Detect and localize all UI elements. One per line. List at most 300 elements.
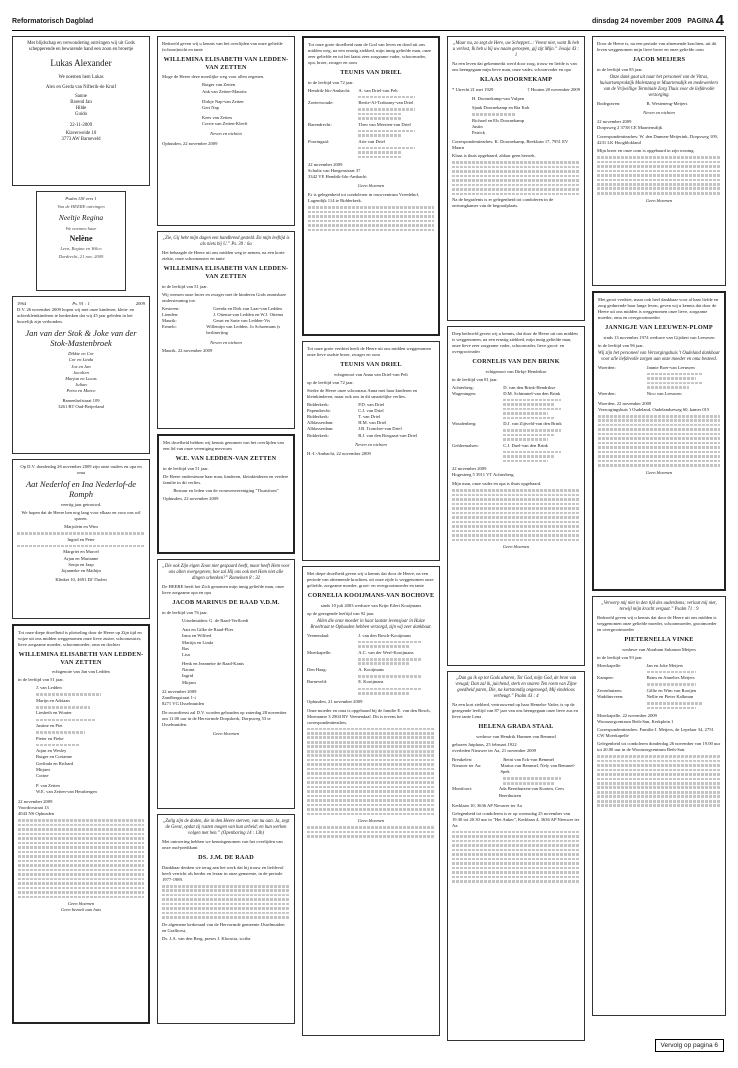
family-member: J. van den Bosch-Kooijmans: [358, 632, 412, 638]
text-line: [598, 433, 720, 436]
anniversary-text: D.V. 26 november 2009 hopen wij met onze kinderen, klein- en achterkleinkinderen te herdenken dat wij 45 jaar geleden in het huwelijk zijn verbonden.: [17, 306, 134, 324]
family-member: Marius van Bemmel, Nely van Bemmel-Spek: [500, 763, 576, 775]
obituary-closing: Neven en nichten: [210, 130, 242, 136]
text-line: [597, 773, 721, 776]
family-member: Jojanneke en Mathijn: [61, 567, 101, 573]
obituary-date: 22 november 2009: [162, 688, 197, 694]
place-label: Wageningen:: [452, 390, 477, 396]
family-member: Geurt en Sarie van Ledden-Vis: [213, 317, 271, 323]
text-line: [597, 760, 721, 763]
obituary-quote: „Verwerp mij niet in den tijd des ouderdoms; verlaat mij niet, terwijl mijn kracht vergaat.” Psalm 71 : 9: [601, 601, 717, 613]
family-member: Dirkje Nap-van Zetten: [202, 98, 244, 104]
text-line: [358, 134, 402, 137]
family-member: P. van Zetten: [36, 783, 60, 789]
correspondence-address: Correspondentieadres: W. den Dunnen-Meijerink, Dorpsweg 109, 4231 LK Hoogblokland: [597, 134, 718, 146]
text-line: [307, 741, 435, 744]
text-line: [18, 833, 144, 836]
family-member: A. van Driel-van Pelt: [358, 87, 398, 93]
deceased-name: CORNELIA KOOIJMANS-VAN BOCHOVE: [307, 591, 435, 599]
family-member: Nico van Leeuwen: [646, 390, 682, 396]
text-line: [18, 819, 144, 822]
obituary-staal: [447, 671, 585, 1041]
continued-on-page-link[interactable]: Vervolg op pagina 6: [655, 1039, 724, 1052]
obituary-quote: „Maar nu, zo zegt de Here, uw Schepper...: Vreest niet, want Ik heb u verlost, Ik heb u bij uw naam geroepen, gij zijt Mijn.” Jesaja 43 : 1: [452, 41, 580, 59]
family-member: H.M. van Driel: [358, 420, 387, 426]
text-line: [18, 828, 144, 831]
text-line: [452, 858, 580, 861]
place-label: Maurik:: [162, 317, 177, 323]
anniversary2-couple: Aat Nederlof en Ina Nederlof-de Romph: [25, 478, 136, 500]
deceased-name: TEUNIS VAN DRIEL: [340, 360, 402, 368]
text-line: [503, 455, 554, 458]
text-line: [307, 804, 435, 807]
obituary-date: 22 november 2009: [308, 162, 343, 168]
family-member: Gerlinda en Richard: [36, 760, 74, 766]
family-member: Justin: [472, 123, 483, 129]
family-member: Marijn en Adriaan: [36, 697, 70, 703]
obituary-address: Dorpsweg 2 3738 CE Maartensdijk: [597, 125, 663, 131]
text-line: [18, 887, 144, 890]
text-line: [307, 777, 435, 780]
place-label: Moerkapelle:: [307, 649, 332, 655]
obituary-closing: Na de begrafenis is er gelegenheid tot condoleren in de ontvangkamer van de begraafplaats.: [452, 197, 554, 209]
obituary-de-raad: [157, 559, 295, 809]
place-label: Achterberg:: [452, 384, 474, 390]
text-line: [307, 759, 435, 762]
text-line: [17, 545, 145, 548]
text-line: [598, 446, 720, 449]
text-line: [452, 521, 580, 524]
page-date: dinsdag 24 november 2009 PAGINA: [591, 18, 714, 25]
place-label: Zevenhuizen:: [597, 687, 622, 693]
family-member: Ingrid en Peter: [67, 536, 95, 542]
text-line: [647, 373, 702, 376]
family-member: Uitselmuiden: G. de Raad-Verfloedt: [182, 617, 249, 623]
deceased-age: in de leeftijd van 51 jaar.: [18, 677, 64, 683]
text-line: [597, 769, 721, 772]
obituary-signers: Ds. J.A. van den Berg, preses J. Kloostra, scriba: [162, 935, 251, 941]
text-line: [452, 849, 580, 852]
family-member: Corine: [36, 772, 49, 778]
deceased-age: in de leeftijd van 51 jaar.: [162, 283, 208, 289]
year-left: 1964: [17, 301, 27, 306]
text-line: [597, 755, 721, 758]
obituary-family: [162, 306, 290, 337]
obituary-sisters: [157, 231, 295, 429]
deceased-age: op de gezegende leeftijd van 92 jaar.: [307, 610, 375, 616]
text-line: [307, 728, 435, 731]
family-member: Naomi: [182, 667, 195, 673]
text-line: [308, 220, 434, 223]
deceased-name: DS. J.M. DE RAAD: [198, 854, 254, 862]
sibling: Barend Jan: [70, 99, 92, 105]
text-line: [647, 683, 697, 686]
text-line: [358, 688, 422, 691]
obituary-board: Bestuur en leden van de vrouwenvereniging "Thuisfront": [173, 487, 279, 493]
place-label: Barendrecht:: [308, 121, 332, 127]
obituary-family: [18, 685, 144, 795]
obituary-van-leeuwen: [592, 291, 726, 591]
deceased-name: JANNIGJE VAN LEEUWEN-PLOMP: [605, 323, 713, 331]
obituary-family: [162, 618, 290, 686]
page-header: [12, 12, 724, 31]
obituary-family: [452, 757, 580, 799]
place-label: Breukelen:: [452, 757, 473, 762]
text-line: [358, 645, 409, 648]
sibling: Sanne: [75, 93, 87, 99]
deceased-spouse: echtgenoot van Anna van Driel-van Pelt: [334, 371, 408, 377]
text-line: [452, 498, 580, 501]
family-member: Jannie Boer-van Leeuwen: [646, 364, 695, 370]
family-member: Dikkie en Cor: [68, 351, 94, 357]
obituary-intro: Met ontroering hebben we kennisgenomen van het overlijden van onze oud-predikant: [162, 839, 283, 851]
anniversary-couple: Jan van der Stok & Joke van der Stok-Mastenbroek: [25, 327, 137, 349]
correspondence-address: Correspondentieadres: Familie J. Meijers, de Lepelaar 34, 2751 CW Moerkapelle: [597, 727, 714, 739]
text-line: [598, 437, 720, 440]
text-line: [598, 415, 720, 418]
text-line: [18, 824, 144, 827]
place-label: Waddinxveen:: [597, 694, 624, 700]
death-date: † Houten 20 november 2009: [527, 87, 580, 93]
family-member: Justine en Piet: [36, 723, 63, 729]
text-line: [503, 460, 548, 463]
deceased-spouse: sinds 10 juli 2003 weduwe van Krijn Eilert Kooijmans: [320, 602, 422, 608]
deceased-name: HELENA GRADA STAAL: [478, 723, 554, 731]
family-member: Jan en Joke Meijers: [646, 662, 683, 668]
text-line: [452, 844, 580, 847]
obituary-text: Gelegenheid tot condoleren donderdag 26 november van 19.00 uur tot 20.00 uur in de Woonzorgcentrum Beth-San.: [597, 741, 721, 753]
family-member: Ank van Zetten-Mauritz: [202, 88, 247, 94]
obituary-text: Onze moeder en oma is opgebaard bij de familie E. van den Bosch, Moeraanse 3 2904 BV Veenendaal. Dit is tevens het correspondentieadres.: [307, 707, 431, 725]
obituary-intro: Tot onze grote verdriet heeft de Heere uit ons midden weggenomen onze lieve oudste broer, zwager en oom: [307, 346, 431, 357]
family-member: D. van den Brink-Hendrikse: [503, 384, 556, 390]
obituary-date: Woerden, 22 november 2009: [598, 400, 652, 406]
obituary-text: De Heere ondersteune haar man, kinderen, kleinkinderen en verdere familie in dit verlies.: [163, 473, 289, 485]
text-line: [18, 891, 144, 894]
text-line: [358, 658, 422, 661]
place-label: Moerkapelle:: [597, 662, 622, 668]
obituary-closing: Neven en nichten: [210, 339, 242, 345]
place-label: Den Haag:: [307, 666, 327, 672]
birth-announcement: [12, 36, 150, 186]
text-line: [18, 873, 144, 876]
text-line: [598, 464, 720, 467]
family-member: D.M. Schimmel-van den Brink: [503, 390, 561, 396]
family-member: B.J. van den Bosgaart-van Driel: [358, 432, 418, 438]
text-line: [598, 451, 720, 454]
family-member: Jacolien: [73, 369, 89, 375]
family-member: Willemijn van Ledden, Jo Schoemans (s berliner)ing: [206, 324, 281, 336]
family-member: Corrie van Zetten-Kleeft: [202, 121, 248, 127]
family-member: D.J. van Zijtveld-van den Brink: [503, 421, 562, 427]
text-line: [358, 117, 402, 120]
obituary-meijers: [592, 36, 726, 286]
obituary-doornekamp: [447, 36, 585, 321]
text-line: [598, 428, 720, 431]
obituary-date: Ophusden, 22 november 2009: [162, 140, 218, 146]
text-line: [162, 912, 290, 915]
text-line: [452, 831, 580, 834]
text-line: [452, 871, 580, 874]
text-line: [452, 867, 580, 870]
place-label: Bodegraven:: [597, 101, 621, 107]
text-line: [597, 156, 721, 159]
death-date: overleden Nieuwer ter Aa, 21 november 2009: [452, 748, 537, 754]
obituary-quote: Allen die onze moeder in haar laatste levensjaar in Huize Broeltraat te Ophusden hebben verzorgd, zijn wij zeer dankbaar.: [310, 618, 432, 630]
text-line: [36, 719, 95, 722]
obituary-address: Kerklaan 10, 3636 AP Nieuwer ter Aa: [452, 802, 522, 808]
obituary-quote: „Die ook Zijn eigen Zoon niet gespaard heeft, maar heeft Hem voor ons allen overgegeven, hoe zal Hij ons ook met Hem niet alle dingen schenken?” Romeinen 8 : 32: [162, 564, 290, 582]
obituary-text: Sterke de Heere onze schoonzus Anna met haar kinderen en kleinkinderen, maar ook ons in dit smartelijke verlies.: [307, 387, 418, 399]
anniversary-announcement: [12, 296, 150, 454]
text-line: [307, 826, 435, 829]
family-member: Margriet en Marcel: [63, 549, 99, 555]
text-line: [597, 795, 721, 798]
family-member: Rutger van Zetten: [202, 82, 236, 88]
psalm-ref: Ps. 91 : 1: [72, 301, 90, 306]
text-line: [18, 864, 144, 867]
text-line: [307, 772, 435, 775]
birth-date: 22-11-2009: [69, 122, 93, 128]
text-line: [307, 790, 435, 793]
text-line: [358, 108, 415, 111]
correspondence-address: Correspondentieadres: K. Doornekamp, Beekloan 17, 7951 EV Maarn: [452, 139, 569, 151]
obituary-closing-2: Geen bloemen: [645, 197, 673, 203]
obituary-city: 8271 VG IJsselmuiden: [162, 700, 205, 706]
text-line: [307, 808, 435, 811]
family-member: Kees van Zetten: [202, 115, 232, 121]
place-label: Woerden:: [598, 390, 616, 396]
family-member: Sonja en Jaap: [68, 561, 94, 567]
place-label: Ridderkerk:: [307, 401, 329, 407]
obituary-text: Er is gelegenheid tot condoleren in rouwcentrum Vreedehof, Lagendijk 114 te Ridderkerk.: [308, 192, 420, 204]
deceased-name: WILLEMINA ELISABETH VAN LEDDEN-VAN ZETTEN: [163, 265, 289, 280]
birth2-from: Van de HEERE ontvingen: [57, 203, 105, 209]
obituary-intro: Met groot verdriet, maar ook heel dankbaar voor al haar liefde en zorg gedurende haar lange leven, geven wij u kennis dat door de Heere uit ons midden is weggenomen onze lieve, zorgzame moeder, oma en overgrootmoeder: [598, 297, 719, 320]
text-line: [452, 188, 580, 191]
deceased-spouse: weduwe van Hendrik Harmen van Bemmel: [476, 734, 556, 740]
obituary-family: [452, 385, 580, 463]
sibling: Guido: [75, 112, 87, 118]
text-line: [452, 525, 580, 528]
obituary-quote: „Zalig zijn de doden, die in den Heere sterven, van nu aan. Ja, zegt de Geest, opdat zij rusten mogen van hun arbeid; en hun werken volgen met hen.” (Openbaring 14 : 13b): [162, 819, 290, 837]
text-line: [36, 731, 85, 734]
family-member: W.E. van Zetten-van Heusbergen: [36, 789, 97, 795]
family-member: H. Doornekamp-van Vulpen: [472, 95, 525, 101]
text-line: [307, 736, 435, 739]
column-4: [447, 36, 585, 1046]
text-line: [358, 156, 402, 159]
anniversary2-years: veertig jaar getrouwd.: [60, 502, 102, 508]
text-line: [452, 862, 580, 865]
deceased-age: op de leeftijd van 72 jaar.: [307, 379, 354, 385]
text-line: [452, 161, 580, 164]
text-line: [358, 692, 409, 695]
text-line: [18, 896, 144, 899]
text-line: [307, 732, 435, 735]
text-line: [452, 179, 580, 182]
family-member: C.J. Duel-van den Brink: [503, 442, 548, 448]
deceased-name: KLAAS DOORNEKAMP: [479, 76, 553, 84]
baby-name-2: Neeltje Regina: [58, 212, 104, 222]
text-line: [503, 399, 561, 402]
text-line: [452, 880, 580, 883]
text-line: [452, 853, 580, 856]
deceased-spouse: echtgenote van Jan van Ledden: [52, 669, 110, 675]
column-2: [157, 36, 295, 1029]
deceased-age: in de leeftijd van 72 jaar.: [308, 79, 354, 85]
column-5: [592, 36, 726, 1021]
text-line: [598, 419, 720, 422]
text-line: [452, 175, 580, 178]
text-line: [18, 851, 144, 854]
text-line: [308, 224, 434, 227]
deceased-name: JACOB MARINUS DE RAAD V.D.M.: [172, 599, 280, 607]
text-line: [647, 671, 697, 674]
text-line: [452, 840, 580, 843]
obituary-address: Voordorstraat 13: [18, 805, 49, 811]
place-label: Kampen:: [597, 675, 614, 681]
text-line: [17, 532, 145, 535]
family-member: R. Westeneng-Meijers: [646, 101, 688, 107]
baby-name: Lukas Alexander: [50, 58, 112, 69]
place-label: Geldermalsen:: [452, 442, 479, 448]
family-member: C.J. van Driel: [358, 407, 384, 413]
place-label: Barneveld:: [307, 679, 328, 685]
text-line: [452, 503, 580, 506]
obituary-family: [452, 96, 580, 136]
text-line: [647, 386, 690, 389]
text-line: [503, 438, 548, 441]
birth-date: geboren Jutphaas, 25 februari 1922: [452, 742, 517, 748]
text-line: [358, 675, 422, 678]
obituary-intro: Bedroefd geven wij u kennis dat door de Heere uit ons midden is weggenomen onze geliefde moeder, schoonmoeder, grootmoeder en overgrootmoeder: [597, 615, 717, 633]
obituary-closing: Geen bloemen: [357, 818, 385, 824]
place-label: Alblasserdam:: [307, 426, 334, 432]
family-member: A.C. van der Werf-Kooijmans: [358, 649, 414, 655]
obituary-date: Moerkapelle, 22 november 2009: [597, 713, 657, 719]
family-member: J. van Ledden: [36, 685, 62, 691]
text-line: [452, 489, 580, 492]
text-line: [307, 795, 435, 798]
anniversary2-family: [17, 524, 145, 574]
obituary-city: 3342 VE Hendrik-Ido-Ambacht: [308, 174, 367, 180]
deceased-age: in de leeftijd van 81 jaar.: [452, 376, 498, 382]
family-member: Aart en Gilke de Raad-Flier: [182, 627, 234, 633]
text-line: [597, 192, 721, 195]
text-line: [597, 187, 721, 190]
obituary-text: Klaas is thuis opgebaard, aldaar geen bezoek.: [452, 153, 536, 159]
obituary-van-den-brink: [447, 326, 585, 666]
deceased-age: in de leeftijd van 76 jaar.: [162, 610, 208, 616]
text-line: [358, 113, 402, 116]
text-line: [18, 855, 144, 858]
text-line: [307, 750, 435, 753]
anniversary2-intro: Op D.V. donderdag 26 november 2009 zijn onze ouders en opa en oma: [20, 464, 142, 475]
family-member: Reini van Eck-van Bemmel: [503, 757, 555, 762]
text-line: [503, 782, 554, 785]
text-line: [452, 494, 580, 497]
obituary-intro: De HEERE heeft het Zich genomen mijn innig geliefde man, onze lieve zorgzame opa en opa: [162, 584, 285, 596]
newspaper-name: Reformatorisch Dagblad: [12, 18, 94, 25]
family-member: Marjan en Lucas: [65, 376, 97, 381]
obituary-text: De rouwdienst zal D.V. worden gehouden op zaterdag 28 november om 11.00 uur in de Hervormde Dorpskerk, Dorpsweg 53 te IJsselmuiden.: [162, 709, 287, 727]
obituary-intro: Na een leven dat gekenmerkt werd door zorg, trouw en liefde is van ons heengegaan mijn lieve man, onze vader, schoonvader en opa: [452, 61, 577, 73]
obituary-nephews: [157, 36, 295, 226]
deceased-age: in de leeftijd van 96 jaar.: [598, 342, 644, 348]
obituary-quote: Onze dank gaat uit naar het personeel van de Vitras, huisartsenpraktijk Molenzang te Maartensdijk en medewerkers van de Vrijwillige Terminale Zorg Thuis voor de liefdevolle verzorging.: [599, 74, 719, 98]
text-line: [597, 764, 721, 767]
obituary-text: Mijn broer en onze oom is opgebaard in zijn woning.: [597, 148, 695, 154]
obituary-text: Mijn man, onze vader en opa is thuis opgebaard.: [452, 481, 542, 487]
family-member: J.B. Troncher-van Driel: [358, 426, 402, 432]
family-member: J. Ottema-van Ledden en W.J. Ottema: [213, 311, 284, 317]
obituary-vinke: [592, 596, 726, 1016]
text-line: [307, 781, 435, 784]
text-line: [162, 885, 290, 888]
place-label: Papendrecht:: [307, 407, 331, 413]
psalm-ref: Psalm 118 vers 1: [65, 196, 97, 201]
life-dates: [452, 87, 580, 93]
family-member: Bas: [182, 645, 189, 651]
column-1: [12, 36, 150, 1029]
text-line: [598, 442, 720, 445]
family-member: Liesbeth en Wouter: [36, 710, 72, 716]
family-member: Patrick: [472, 130, 486, 136]
text-line: [452, 166, 580, 169]
obituary-family: [597, 101, 721, 107]
text-line: [307, 799, 435, 802]
obituary-closing: Geen bloemen: [67, 901, 95, 907]
anniversary-address: Ramenhofstraat 109: [62, 397, 100, 403]
family-member: Petra en Marco: [66, 388, 96, 394]
text-line: [452, 507, 580, 510]
text-line: [162, 894, 290, 897]
text-line: [647, 707, 697, 710]
text-line: [358, 130, 415, 133]
birth-roepnaam: We noemen hem Lukas: [58, 75, 104, 81]
birth-intro: Met blijdschap en verwondering ontvingen wij uit Gods schepperende en bewarende hand een zoon en broertje: [27, 41, 135, 53]
family-member: Mirjam: [36, 766, 50, 772]
text-line: [452, 193, 580, 196]
baby-callname: Nelène: [69, 233, 93, 243]
family-member: Mirjam: [182, 679, 196, 685]
text-line: [162, 903, 290, 906]
obituary-date: Ophusden, 22 november 2009: [163, 495, 219, 501]
place-label: Ermelo:: [162, 324, 177, 330]
place-label: Nieuwer ter Aa:: [452, 763, 482, 769]
obituary-family: [598, 365, 720, 397]
deceased-name: PIETERNELLA VINKE: [624, 636, 694, 644]
birth-siblings: [17, 94, 145, 119]
text-line: [307, 835, 435, 838]
text-line: [18, 882, 144, 885]
deceased-name: JACOB MEIJERS: [632, 55, 686, 63]
family-member: Richard en Els Doornekamp: [472, 117, 525, 123]
place-label: Woudenberg:: [452, 421, 477, 427]
family-member: Theo van Meerten-van Driel: [358, 121, 411, 127]
family-member: T. van Driel: [358, 413, 381, 419]
family-member: Irma en Wilfred: [182, 633, 212, 639]
text-line: [597, 800, 721, 803]
text-line: [598, 455, 720, 458]
obituary-family: [307, 402, 435, 439]
family-member: Arjan en Wesley: [36, 748, 67, 754]
place-label: Montfoort:: [452, 786, 473, 792]
obituary-closing-2: Geen bezoek aan huis: [60, 907, 102, 913]
family-member: Lisa: [182, 651, 190, 657]
obituary-van-driel: [302, 36, 440, 336]
